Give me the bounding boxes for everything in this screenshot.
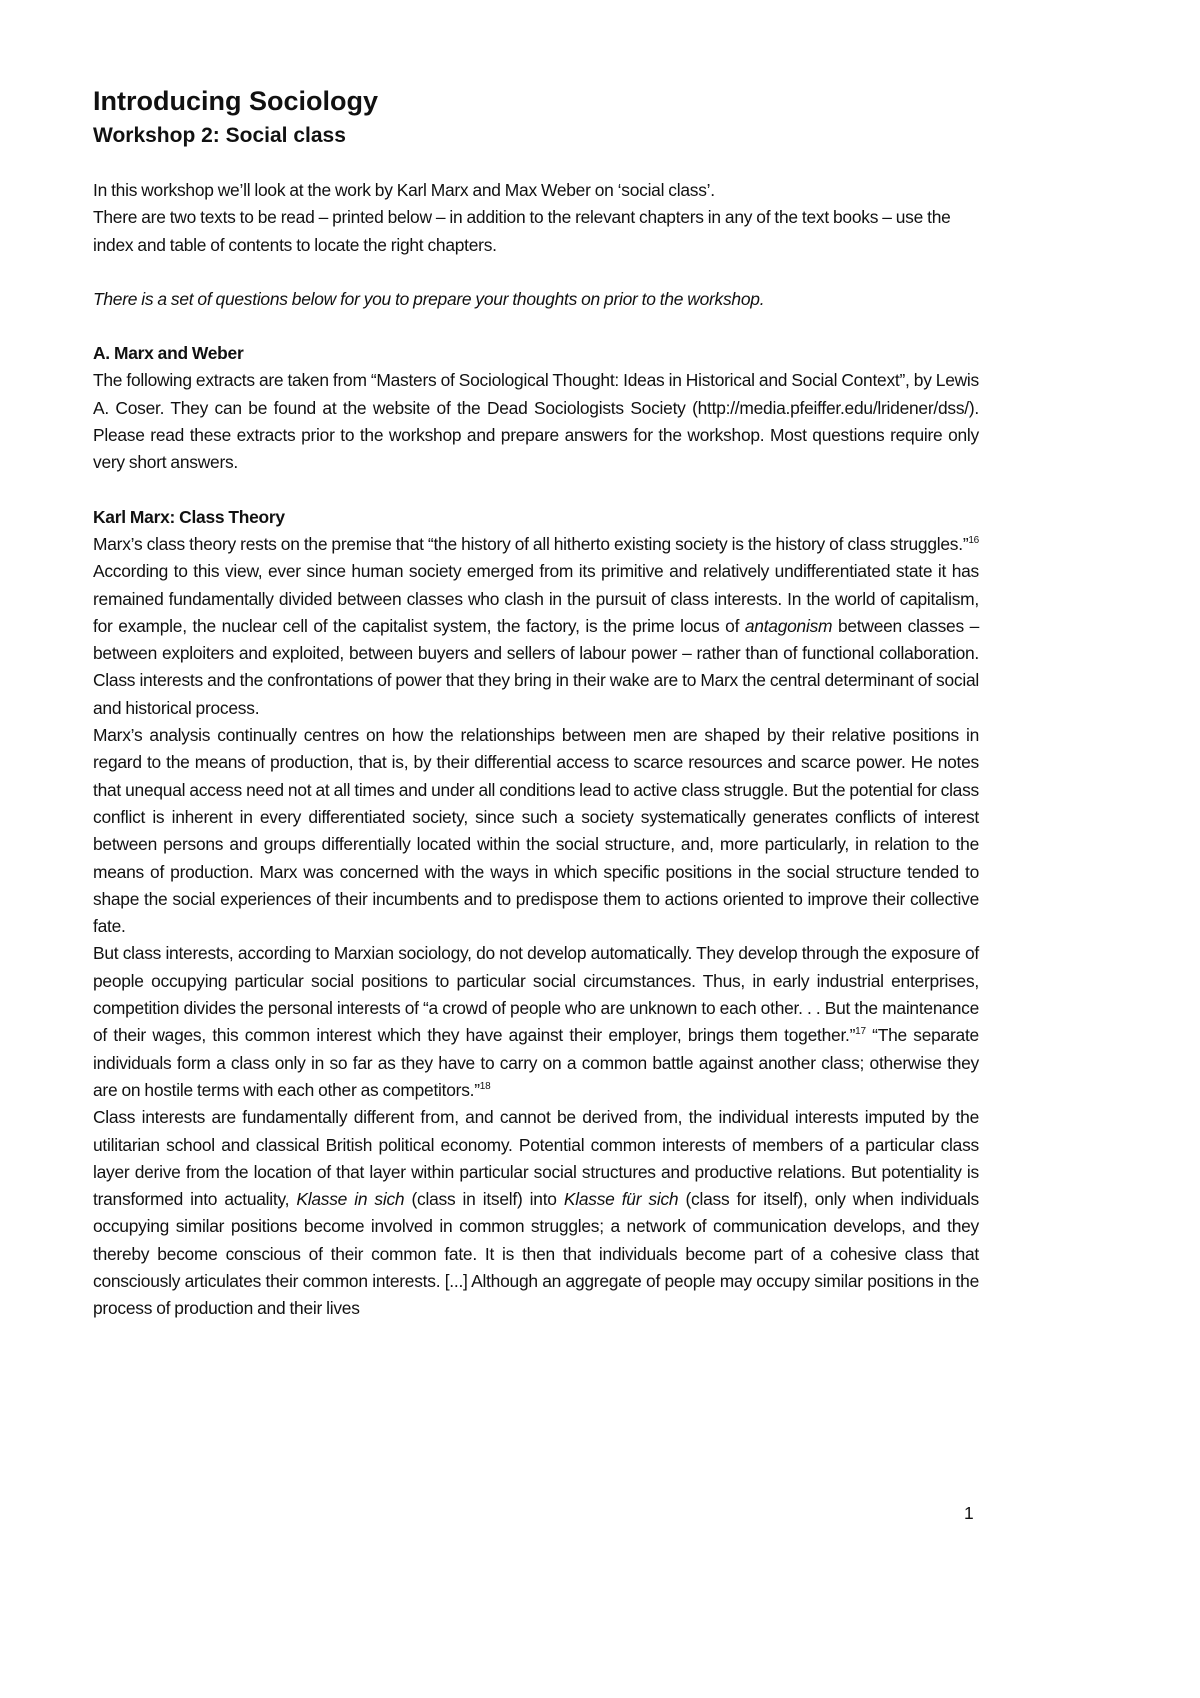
document-title: Introducing Sociology <box>93 86 378 116</box>
footnote-ref: 18 <box>479 1081 491 1093</box>
footnote-ref: 17 <box>855 1026 866 1038</box>
document-subtitle: Workshop 2: Social class <box>93 124 346 147</box>
intro-line: In this workshop we’ll look at the work by Karl Marx and Max Weber on ‘social class’. <box>93 180 715 200</box>
emphasis: antagonism <box>744 615 833 636</box>
marx-paragraph-2: Marx’s analysis continually centres on how the relationships between men are shaped by their relative positions in regard to the means of production, that is, by their differential access to scarce resources and scarce power. He notes that unequal access need not at all times and under all conditions lead to active class struggle. But the potential for class conflict is inherent in every differentiated society, since such a society systematically generates conflicts of interest between persons and groups differentially located within the social structure, and, more particularly, in relation to the means of production. Marx was concerned with the ways in which specific positions in the social structure tended to shape the social experiences of their incumbents and to predispose them to actions oriented to improve their collective fate. <box>93 725 979 937</box>
text: But class interests, according to Marxian sociology, do not develop automatically. They develop through the exposure of people occupying particular social positions to particular social circumstances. Thus, in early industrial enterprises, competition divides the personal interests of “a crowd of people who are unknown to each other. . . But the maintenance of their wages, this common interest which they have against their employer, brings them together.” <box>93 943 979 1046</box>
text: between classes – between exploiters and exploited, between buyers and sellers of labour power – rather than of functional collaboration. Class interests and the confrontations of power that they bring in their wake are to Marx the central determinant of social and historical process. <box>93 615 979 718</box>
marx-paragraph-3 <box>93 940 979 1104</box>
document-page <box>93 84 979 1323</box>
intro-text: There are two texts to be read – printed below – in addition to the relevant chapters in any of the text books – use the index and table of contents to locate the right chapters. <box>93 207 951 255</box>
text: (class in itself) into <box>404 1189 564 1210</box>
text: According to this view, ever since human society emerged from its primitive and relatively undifferentiated state it has remained fundamentally divided between classes who clash in the pursuit of class interests. In the world of capitalism, for example, the nuclear cell of the capitalist system, the factory, is the prime locus of <box>93 561 979 636</box>
prep-note <box>93 286 979 313</box>
section-a-text: The following extracts are taken from “Masters of Sociological Thought: Ideas in Historical and Social Context”, by Lewis A. Coser. They can be found at the website of the Dead Sociologists Society (http://media.pfeiffer.edu/lridener/dss/). Please read these extracts prior to the workshop and prepare answers for the workshop. Most questions require only very short answers. <box>93 370 979 473</box>
emphasis: Klasse für sich <box>563 1189 679 1210</box>
marx-heading: Karl Marx: Class Theory <box>93 506 285 527</box>
marx-paragraph-1 <box>93 531 979 722</box>
marx-paragraph-4 <box>93 1104 979 1322</box>
footnote-ref: 16 <box>968 535 979 547</box>
page-number: 1 <box>964 1503 974 1523</box>
text: Class interests are fundamentally different from, and cannot be derived from, the individual interests imputed by the utilitarian school and classical British political economy. Potential common interests of members of a particular class layer derive from the location of that layer within particular social structures and productive relations. But potentiality is transformed into actuality, <box>93 1107 979 1210</box>
section-a-heading: A. Marx and Weber <box>93 343 244 364</box>
document-body <box>93 150 979 1323</box>
emphasis: Klasse in sich <box>296 1189 405 1210</box>
text: Marx’s class theory rests on the premise that “the history of all hitherto existing society is the history of class struggles.” <box>93 533 969 554</box>
prep-note-text: There is a set of questions below for you to prepare your thoughts on prior to the workshop. <box>93 288 765 309</box>
text: (class for itself), only when individuals occupying similar positions become involved in common struggles; a network of communication develops, and they thereby become conscious of their common fate. It is then that individuals become part of a cohesive class that consciously articulates their common interests. [...] Although an aggregate of people may occupy similar positions in the process of production and their lives <box>93 1189 979 1319</box>
text: “The separate individuals form a class only in so far as they have to carry on a common battle against another class; otherwise they are on hostile terms with each other as competitors.” <box>93 1025 979 1100</box>
